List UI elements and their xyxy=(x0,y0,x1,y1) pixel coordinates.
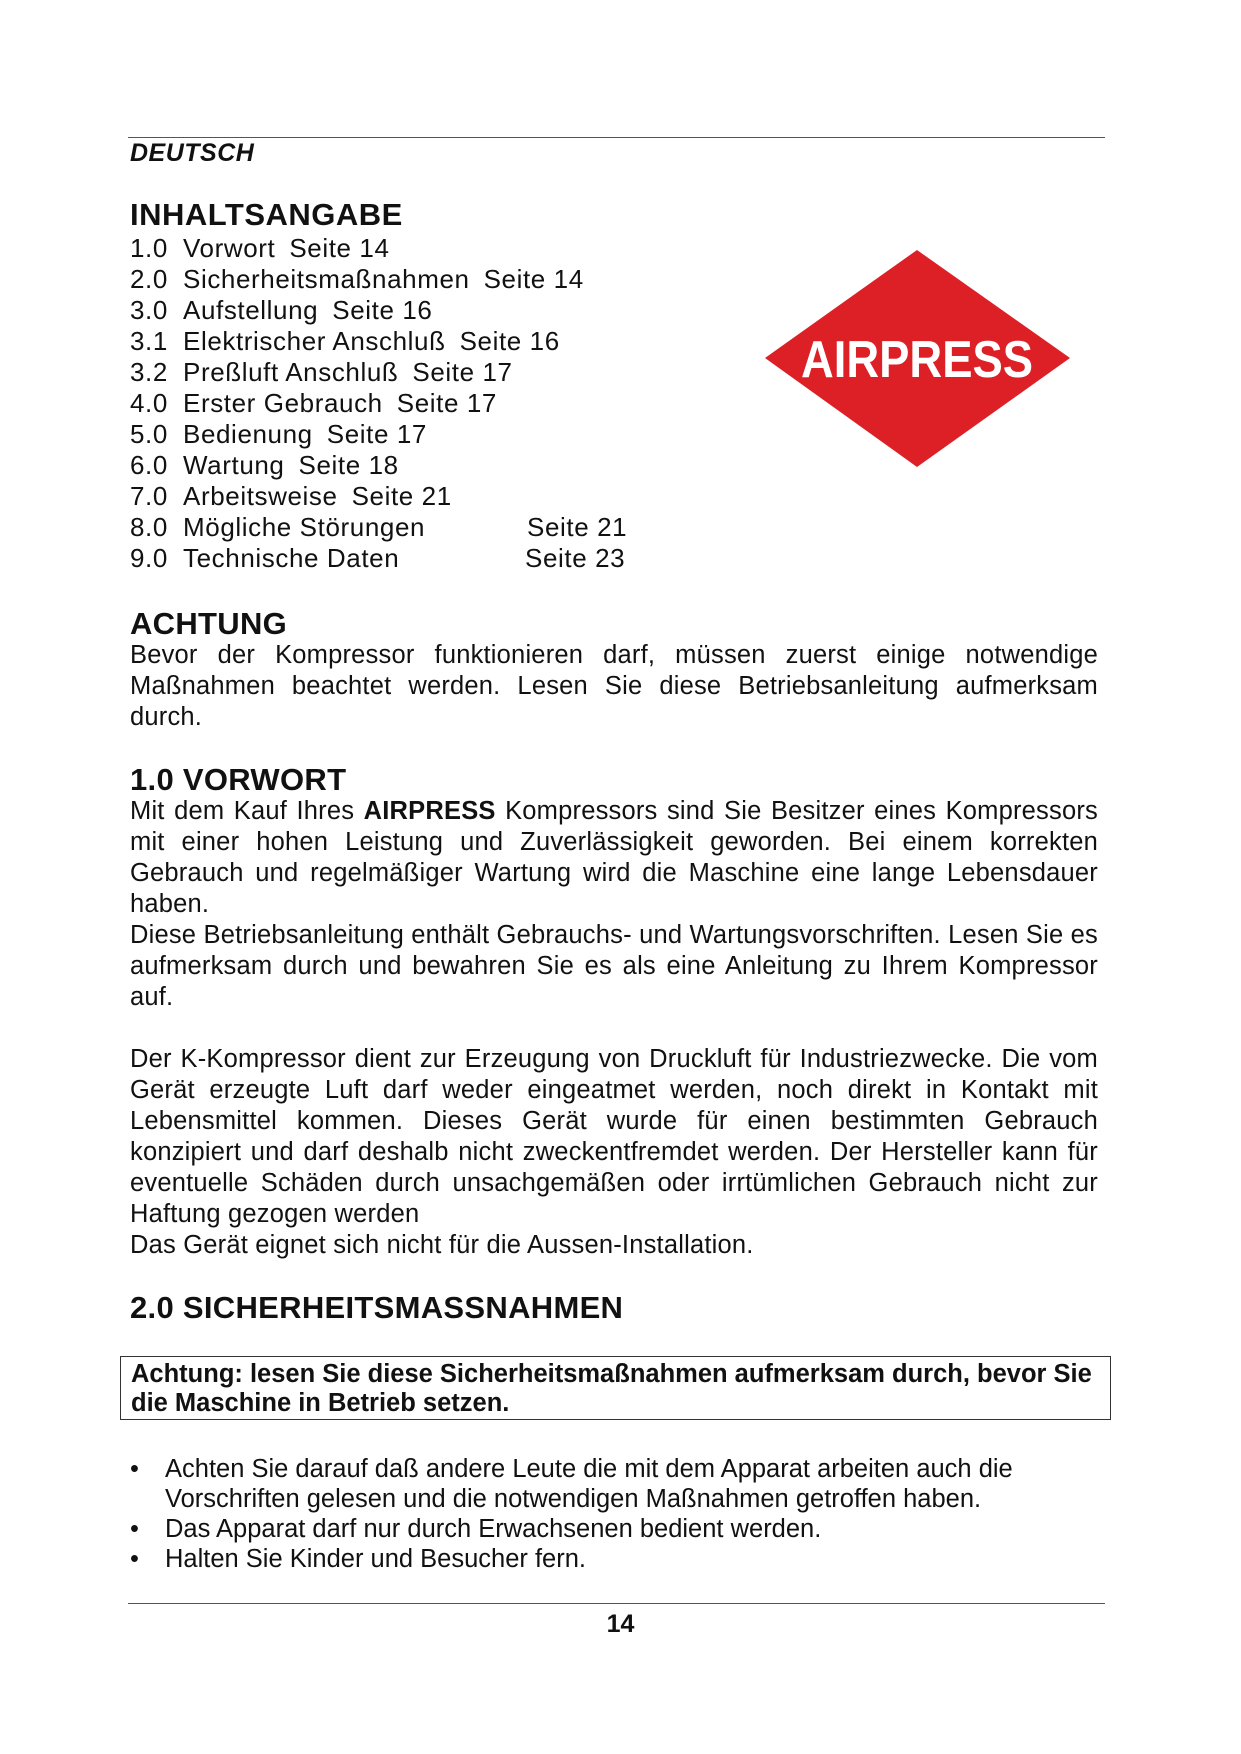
toc-item: 4.0 Erster Gebrauch Seite 17 xyxy=(130,388,497,418)
footer-rule xyxy=(128,1603,1105,1604)
achtung-text: Bevor der Kompressor funktionieren darf, müssen zuerst einige notwendige Maßnahmen beachtet werden. Lesen Sie diese Betriebsanleitung aufmerksam durch. xyxy=(130,641,1098,731)
airpress-diamond-logo-icon xyxy=(765,250,1070,467)
toc-item: 1.0 Vorwort Seite 14 xyxy=(130,233,390,263)
toc-item: 5.0 Bedienung Seite 17 xyxy=(130,419,427,449)
toc-item: 3.1 Elektrischer Anschluß Seite 16 xyxy=(130,326,560,356)
toc-item: 9.0 Technische Daten Seite 23 xyxy=(130,543,626,573)
toc-item: 8.0 Mögliche Störungen Seite 21 xyxy=(130,512,628,542)
list-item: • Achten Sie darauf daß andere Leute die mit dem Apparat arbeiten auch die Vorschriften gelesen und die notwendigen Maßnahmen getroffen haben. xyxy=(130,1454,1110,1514)
achtung-heading: ACHTUNG xyxy=(130,606,288,641)
vorwort-paragraph-2: Diese Betriebsanleitung enthält Gebrauchs- und Wartungsvorschriften. Lesen Sie es aufmerksam durch und bewahren Sie es als eine Anleitung zu Ihrem Kompressor auf. xyxy=(130,921,1098,1011)
list-item: • Das Apparat darf nur durch Erwachsenen bedient werden. xyxy=(130,1514,1110,1544)
logo-text: AIRPRESS xyxy=(801,331,1033,389)
toc-heading: INHALTSANGABE xyxy=(130,197,403,232)
list-item: • Halten Sie Kinder und Besucher fern. xyxy=(130,1544,1110,1574)
toc-item: 6.0 Wartung Seite 18 xyxy=(130,450,399,480)
toc-item: 3.2 Preßluft Anschluß Seite 17 xyxy=(130,357,513,387)
vorwort-paragraph-3: Der K-Kompressor dient zur Erzeugung von Druckluft für Industriezwecke. Die vom Gerät erzeugte Luft darf weder eingeatmet werden, noch direkt in Kontakt mit Lebensmittel kommen. Dieses Gerät wurde für einen bestimmten Gebrauch konzipiert und darf deshalb nicht zweckentfremdet werden. Der Hersteller kann für eventuelle Schäden durch unsachgemäßen oder irrtümlichen Gebrauch nicht zur Haftung gezogen werden xyxy=(130,1045,1098,1228)
vorwort-paragraph-4: Das Gerät eignet sich nicht für die Aussen-Installation. xyxy=(130,1231,754,1259)
header-rule xyxy=(128,137,1105,138)
safety-heading: 2.0 SICHERHEITSMASSNAHMEN xyxy=(130,1290,624,1325)
table-of-contents xyxy=(130,233,750,574)
vorwort-heading: 1.0 VORWORT xyxy=(130,762,347,797)
language-label: DEUTSCH xyxy=(130,139,255,167)
safety-bullet-list xyxy=(130,1454,1110,1574)
toc-item: 7.0 Arbeitsweise Seite 21 xyxy=(130,481,452,511)
page-number: 14 xyxy=(606,1610,635,1638)
toc-item: 2.0 Sicherheitsmaßnahmen Seite 14 xyxy=(130,264,584,294)
brand-name: AIRPRESS xyxy=(363,797,496,825)
safety-warning-box: Achtung: lesen Sie diese Sicherheitsmaßnahmen aufmerksam durch, bevor Sie die Maschine in Betrieb setzen. xyxy=(120,1356,1111,1420)
toc-item: 3.0 Aufstellung Seite 16 xyxy=(130,295,433,325)
vorwort-paragraph-1: Mit dem Kauf Ihres AIRPRESS Kompressors sind Sie Besitzer eines Kompressors mit einer hohen Leistung und Zuverlässigkeit geworden. Bei einem korrekten Gebrauch und regelmäßiger Wartung wird die Maschine eine lange Lebensdauer haben. xyxy=(130,797,1098,918)
